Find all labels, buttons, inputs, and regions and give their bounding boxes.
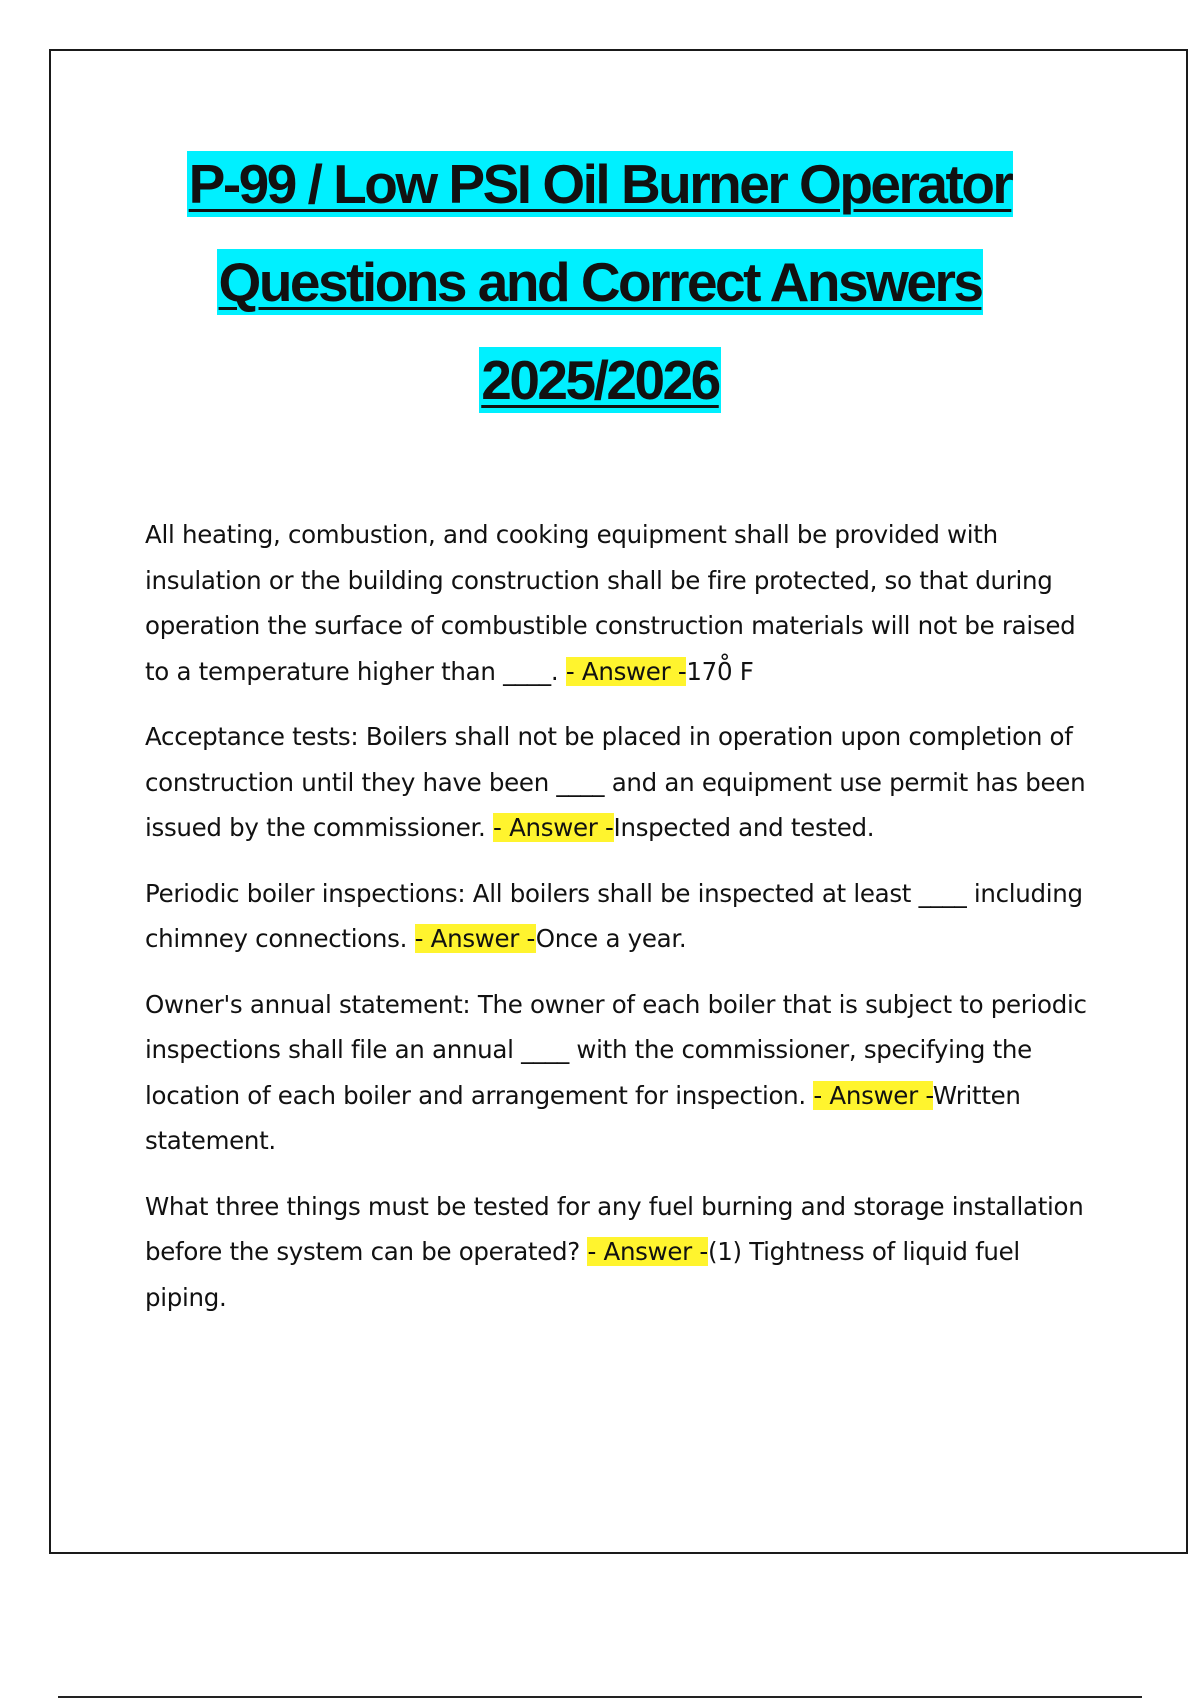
answer-marker: - Answer - (587, 1237, 708, 1266)
qa-item (145, 1184, 1090, 1321)
question-text: Periodic boiler inspections: All boilers shall be inspected at least ____ including chimney connections. (145, 878, 1083, 953)
answer-marker: - Answer - (813, 1080, 933, 1110)
qa-item (145, 982, 1090, 1164)
qa-list (145, 512, 1090, 1340)
document-title (0, 135, 1200, 429)
answer-marker: - Answer - (414, 924, 536, 953)
question-text: What three things must be tested for any fuel burning and storage installation before the system can be operated? (145, 1191, 1084, 1266)
answer-marker: - Answer - (493, 813, 614, 842)
answer-text: (1) Tightness of liquid fuel piping. (145, 1237, 1020, 1312)
question-text: Owner's annual statement: The owner of each boiler that is subject to periodic inspections shall file an annual ____ with the commissioner, specifying the location of each boiler and arrangement for inspection. (145, 989, 1087, 1110)
answer-text: Once a year. (535, 924, 687, 953)
answer-marker: - Answer - (565, 656, 687, 686)
qa-item (145, 714, 1090, 851)
qa-item (145, 512, 1090, 694)
question-text: All heating, combustion, and cooking equipment shall be provided with insulation or the building construction shall be fire protected, so that during operation the surface of combustible construction materials will not be raised to a temperature higher than ____. (145, 520, 1076, 686)
answer-text: Inspected and tested. (613, 813, 875, 842)
answer-text: 170̊ F (686, 656, 754, 686)
qa-item (145, 871, 1090, 962)
title-line-1: P-99 / Low PSI Oil Burner Operator (188, 153, 1012, 215)
footer-rule (58, 1696, 1142, 1698)
question-text: Acceptance tests: Boilers shall not be placed in operation upon completion of construction until they have been ____ and an equipment use permit has been issued by the commissioner. (145, 722, 1086, 842)
title-line-2: Questions and Correct Answers (218, 251, 982, 313)
answer-text: Written statement. (145, 1080, 1021, 1155)
title-line-3: 2025/2026 (481, 349, 719, 411)
